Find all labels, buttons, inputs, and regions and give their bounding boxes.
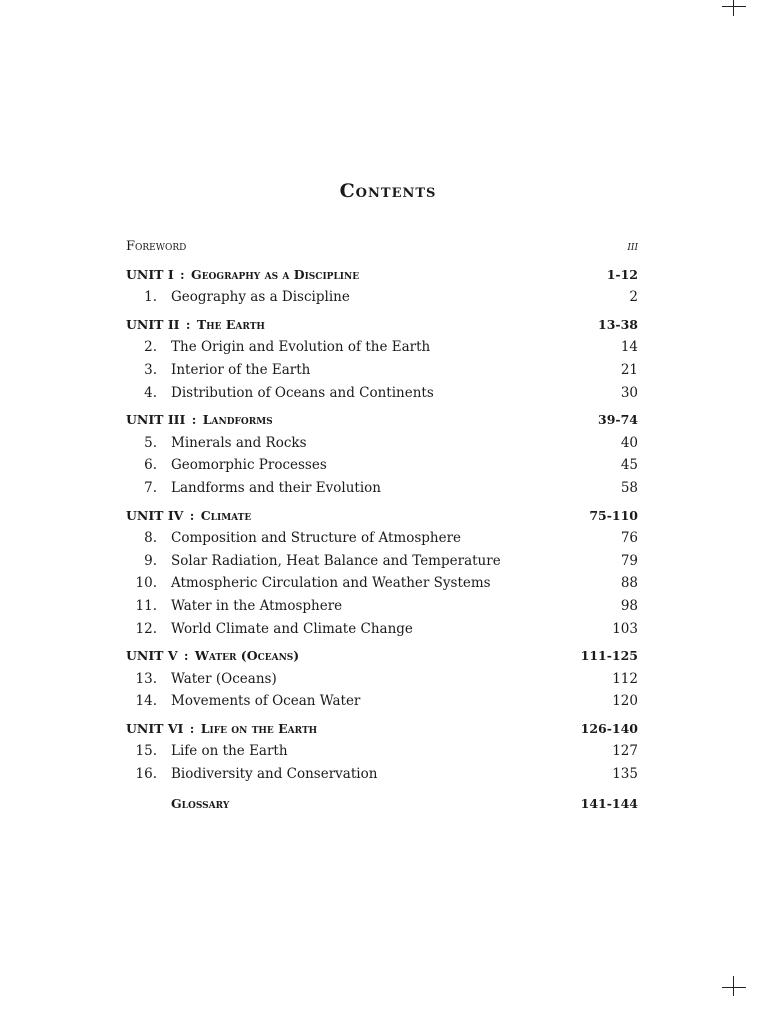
- chapter-number: 7.: [144, 479, 157, 496]
- chapter-page: 103: [612, 620, 638, 637]
- toc-chapter-row: [126, 359, 638, 382]
- chapter-number: 13.: [135, 670, 157, 687]
- toc-chapter-row: [126, 286, 638, 309]
- chapter-page: 112: [612, 670, 638, 687]
- chapter-title: World Climate and Climate Change: [171, 620, 413, 637]
- glossary-pages: 141-144: [580, 795, 638, 811]
- unit-label: UNIT V: [126, 648, 178, 664]
- table-of-contents: [126, 236, 638, 815]
- toc-unit-heading: [126, 264, 638, 287]
- chapter-page: 98: [620, 597, 638, 614]
- chapter-page: 79: [620, 552, 638, 569]
- unit-pages: 126-140: [580, 720, 638, 736]
- chapter-page: 135: [612, 766, 638, 783]
- toc-unit-heading: [126, 409, 638, 432]
- page-title: Contents: [339, 180, 437, 202]
- toc-unit-heading: [126, 718, 638, 741]
- chapter-title: Life on the Earth: [171, 743, 288, 760]
- chapter-title: Geomorphic Processes: [171, 457, 327, 474]
- chapter-number: 1.: [144, 289, 157, 306]
- chapter-number: 16.: [135, 766, 157, 783]
- chapter-number: 12.: [135, 620, 157, 637]
- unit-label: UNIT II: [126, 316, 180, 332]
- chapter-page: 21: [620, 361, 638, 378]
- toc-chapter-row: [126, 477, 638, 500]
- chapter-title: Geography as a Discipline: [171, 289, 350, 306]
- chapter-page: 76: [620, 530, 638, 547]
- unit-title: The Earth: [196, 316, 265, 332]
- unit-pages: 75-110: [589, 507, 638, 523]
- unit-pages: 39-74: [598, 412, 638, 428]
- chapter-title: Atmospheric Circulation and Weather Systems: [171, 575, 491, 592]
- chapter-page: 127: [612, 743, 638, 760]
- unit-separator: :: [187, 412, 201, 428]
- chapter-title: Distribution of Oceans and Continents: [171, 384, 434, 401]
- toc-chapter-row: [126, 740, 638, 763]
- chapter-number: 10.: [135, 575, 157, 592]
- toc-chapter-row: [126, 595, 638, 618]
- toc-chapter-row: [126, 550, 638, 573]
- unit-label: UNIT III: [126, 412, 186, 428]
- chapter-title: Minerals and Rocks: [171, 434, 307, 451]
- unit-pages: 111-125: [580, 648, 638, 664]
- chapter-number: 11.: [135, 597, 157, 614]
- chapter-title: Biodiversity and Conservation: [171, 766, 378, 783]
- toc-chapter-row: [126, 432, 638, 455]
- toc-chapter-row: [126, 618, 638, 641]
- toc-chapter-row: [126, 382, 638, 405]
- crop-mark-top-right: [720, 0, 750, 16]
- chapter-title: Water in the Atmosphere: [171, 597, 343, 614]
- chapter-page: 58: [620, 479, 638, 496]
- unit-title: Life on the Earth: [200, 720, 318, 736]
- chapter-number: 8.: [144, 530, 157, 547]
- toc-foreword: [126, 236, 638, 259]
- toc-chapter-row: [126, 668, 638, 691]
- chapter-page: 14: [620, 339, 638, 356]
- chapter-page: 45: [620, 457, 638, 474]
- chapter-page: 30: [620, 384, 638, 401]
- unit-separator: :: [181, 316, 195, 332]
- toc-chapter-row: [126, 454, 638, 477]
- unit-title: Climate: [200, 507, 252, 523]
- chapter-number: 14.: [135, 693, 157, 710]
- toc-chapter-row: [126, 336, 638, 359]
- chapter-number: 15.: [135, 743, 157, 760]
- toc-chapter-row: [126, 572, 638, 595]
- chapter-number: 4.: [144, 384, 157, 401]
- unit-separator: :: [179, 648, 193, 664]
- chapter-page: 40: [620, 434, 638, 451]
- crop-mark-bottom-right: [718, 974, 748, 998]
- unit-separator: :: [175, 266, 190, 282]
- chapter-title: Water (Oceans): [171, 670, 277, 687]
- toc-unit-heading: [126, 314, 638, 337]
- unit-title: Landforms: [202, 412, 273, 428]
- unit-title: Geography as a Discipline: [191, 266, 360, 282]
- chapter-number: 3.: [144, 361, 157, 378]
- glossary-label: Glossary: [171, 795, 230, 811]
- unit-label: UNIT VI: [126, 720, 184, 736]
- chapter-number: 9.: [144, 552, 157, 569]
- unit-label: UNIT IV: [126, 507, 184, 523]
- unit-separator: :: [185, 720, 199, 736]
- chapter-title: Movements of Ocean Water: [171, 693, 361, 710]
- toc-unit-heading: [126, 645, 638, 668]
- foreword-label: Foreword: [126, 239, 187, 254]
- toc-chapter-row: [126, 690, 638, 713]
- toc-chapter-row: [126, 763, 638, 786]
- chapter-title: Landforms and their Evolution: [171, 479, 381, 496]
- chapter-title: Interior of the Earth: [171, 361, 311, 378]
- unit-label: UNIT I: [126, 266, 174, 282]
- chapter-number: 6.: [144, 457, 157, 474]
- chapter-title: Composition and Structure of Atmosphere: [171, 530, 462, 547]
- chapter-number: 5.: [144, 434, 157, 451]
- chapter-number: 2.: [144, 339, 157, 356]
- unit-pages: 1-12: [606, 266, 638, 282]
- toc-chapter-row: [126, 527, 638, 550]
- chapter-page: 2: [629, 289, 638, 306]
- toc-unit-heading: [126, 505, 638, 528]
- foreword-page: iii: [627, 239, 638, 254]
- chapter-page: 120: [612, 693, 638, 710]
- toc-glossary: [126, 793, 638, 816]
- unit-separator: :: [185, 507, 199, 523]
- chapter-title: Solar Radiation, Heat Balance and Temperature: [171, 552, 501, 569]
- chapter-title: The Origin and Evolution of the Earth: [171, 339, 431, 356]
- chapter-page: 88: [620, 575, 638, 592]
- unit-pages: 13-38: [598, 316, 638, 332]
- unit-title: Water (Oceans): [194, 648, 300, 664]
